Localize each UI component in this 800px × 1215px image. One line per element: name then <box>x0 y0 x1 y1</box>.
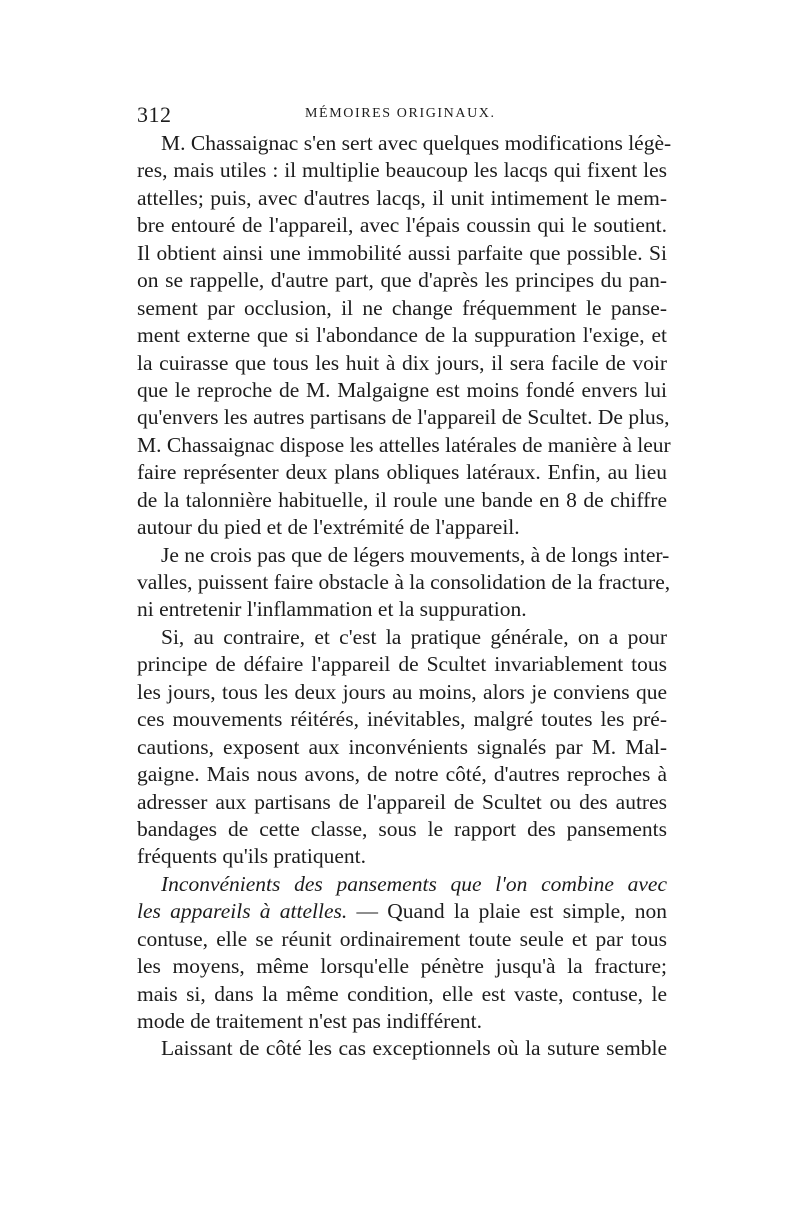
text-line <box>137 267 667 294</box>
text-line <box>137 1035 667 1062</box>
text-line <box>137 542 670 569</box>
line-text: Je ne crois pas que de légers mouvements, à de longs inter- <box>161 542 670 567</box>
text-line <box>137 596 667 623</box>
running-title: MÉMOIRES ORIGINAUX. <box>305 106 496 121</box>
line-text: les jours, tous les deux jours au moins, alors je conviens que <box>137 679 667 704</box>
line-text: autour du pied et de l'extrémité de l'appareil. <box>137 515 520 540</box>
text-line <box>137 981 667 1008</box>
line-text: attelles; puis, avec d'autres lacqs, il unit intimement le mem- <box>137 185 667 210</box>
text-line <box>137 295 667 322</box>
line-text: bre entouré de l'appareil, avec l'épais coussin qui le soutient. <box>137 213 667 238</box>
page-number: 312 <box>137 102 172 127</box>
line-text: mais si, dans la même condition, elle est vaste, contuse, le <box>137 981 667 1006</box>
line-text: ni entretenir l'inflammation et la suppuration. <box>137 597 527 622</box>
line-text: Laissant de côté les cas exceptionnels où la suture semble <box>161 1036 667 1061</box>
line-text: Si, au contraire, et c'est la pratique générale, on a pour <box>161 624 667 649</box>
line-text: gaigne. Mais nous avons, de notre côté, d'autres reproches à <box>137 762 667 787</box>
line-text: Il obtient ainsi une immobilité aussi parfaite que possible. Si <box>137 240 667 265</box>
line-text: valles, puissent faire obstacle à la consolidation de la fracture, <box>137 570 671 594</box>
line-text: que le reproche de M. Malgaigne est moins fondé envers lui <box>137 377 667 402</box>
text-line <box>137 322 667 349</box>
text-line <box>137 432 671 459</box>
text-line <box>137 926 667 953</box>
text-line <box>137 377 667 404</box>
line-text: principe de défaire l'appareil de Scultet invariablement tous <box>137 652 667 677</box>
line-text: res, mais utiles : il multiplie beaucoup les lacqs qui fixent les <box>137 158 667 183</box>
line-text: adresser aux partisans de l'appareil de Scultet ou des autres <box>137 789 667 814</box>
text-line <box>137 185 667 212</box>
line-text: ment externe que si l'abondance de la suppuration l'exige, et <box>137 323 667 348</box>
text-line <box>137 459 667 486</box>
line-text: de la talonnière habituelle, il roule une bande en 8 de chiffre <box>137 487 667 512</box>
text-line <box>137 953 667 980</box>
text-line <box>137 1008 667 1035</box>
text-line <box>137 761 667 788</box>
text-line <box>137 651 667 678</box>
text-line <box>137 130 672 157</box>
line-text: bandages de cette classe, sous le rapport des pansements <box>137 816 667 841</box>
line-text: qu'envers les autres partisans de l'appareil de Scultet. De plus, <box>137 405 670 430</box>
text-line <box>137 898 667 925</box>
line-text: M. Chassaignac s'en sert avec quelques modifications légè- <box>161 131 672 155</box>
text-line <box>137 569 671 596</box>
line-text: sement par occlusion, il ne change fréquemment le panse- <box>137 295 667 320</box>
text-line <box>137 816 667 843</box>
text-line <box>137 157 667 184</box>
text-line <box>137 843 667 870</box>
text-line <box>137 706 667 733</box>
text-line <box>137 624 667 651</box>
text-line <box>137 240 667 267</box>
text-line <box>137 404 670 431</box>
text-line <box>137 350 667 377</box>
text-line <box>137 734 667 761</box>
line-text: ces mouvements réitérés, inévitables, malgré toutes les pré- <box>137 707 667 732</box>
text-line <box>137 871 667 898</box>
text-line <box>137 487 667 514</box>
line-text: contuse, elle se réunit ordinairement toute seule et par tous <box>137 926 667 951</box>
line-text: la cuirasse que tous les huit à dix jours, il sera facile de voir <box>137 350 667 375</box>
italic-heading: Inconvénients des pansements que l'on combine avec <box>161 871 667 896</box>
text-line <box>137 212 667 239</box>
line-text: fréquents qu'ils pratiquent. <box>137 844 366 869</box>
italic-heading: les appareils à attelles. <box>137 899 348 924</box>
line-text: cautions, exposent aux inconvénients signalés par M. Mal- <box>137 734 667 759</box>
text-line <box>137 789 667 816</box>
text-line <box>137 514 667 541</box>
line-text: on se rappelle, d'autre part, que d'après les principes du pan- <box>137 268 667 293</box>
line-text: mode de traitement n'est pas indifférent. <box>137 1009 482 1033</box>
body-text <box>137 130 672 1063</box>
page-header <box>137 100 667 130</box>
book-page <box>137 100 672 1063</box>
line-text: faire représenter deux plans obliques latéraux. Enfin, au lieu <box>137 460 667 485</box>
text-line <box>137 679 667 706</box>
line-text: — Quand la plaie est simple, non <box>347 899 667 924</box>
line-text: M. Chassaignac dispose les attelles latérales de manière à leur <box>137 432 671 457</box>
line-text: les moyens, même lorsqu'elle pénètre jusqu'à la fracture; <box>137 954 667 979</box>
